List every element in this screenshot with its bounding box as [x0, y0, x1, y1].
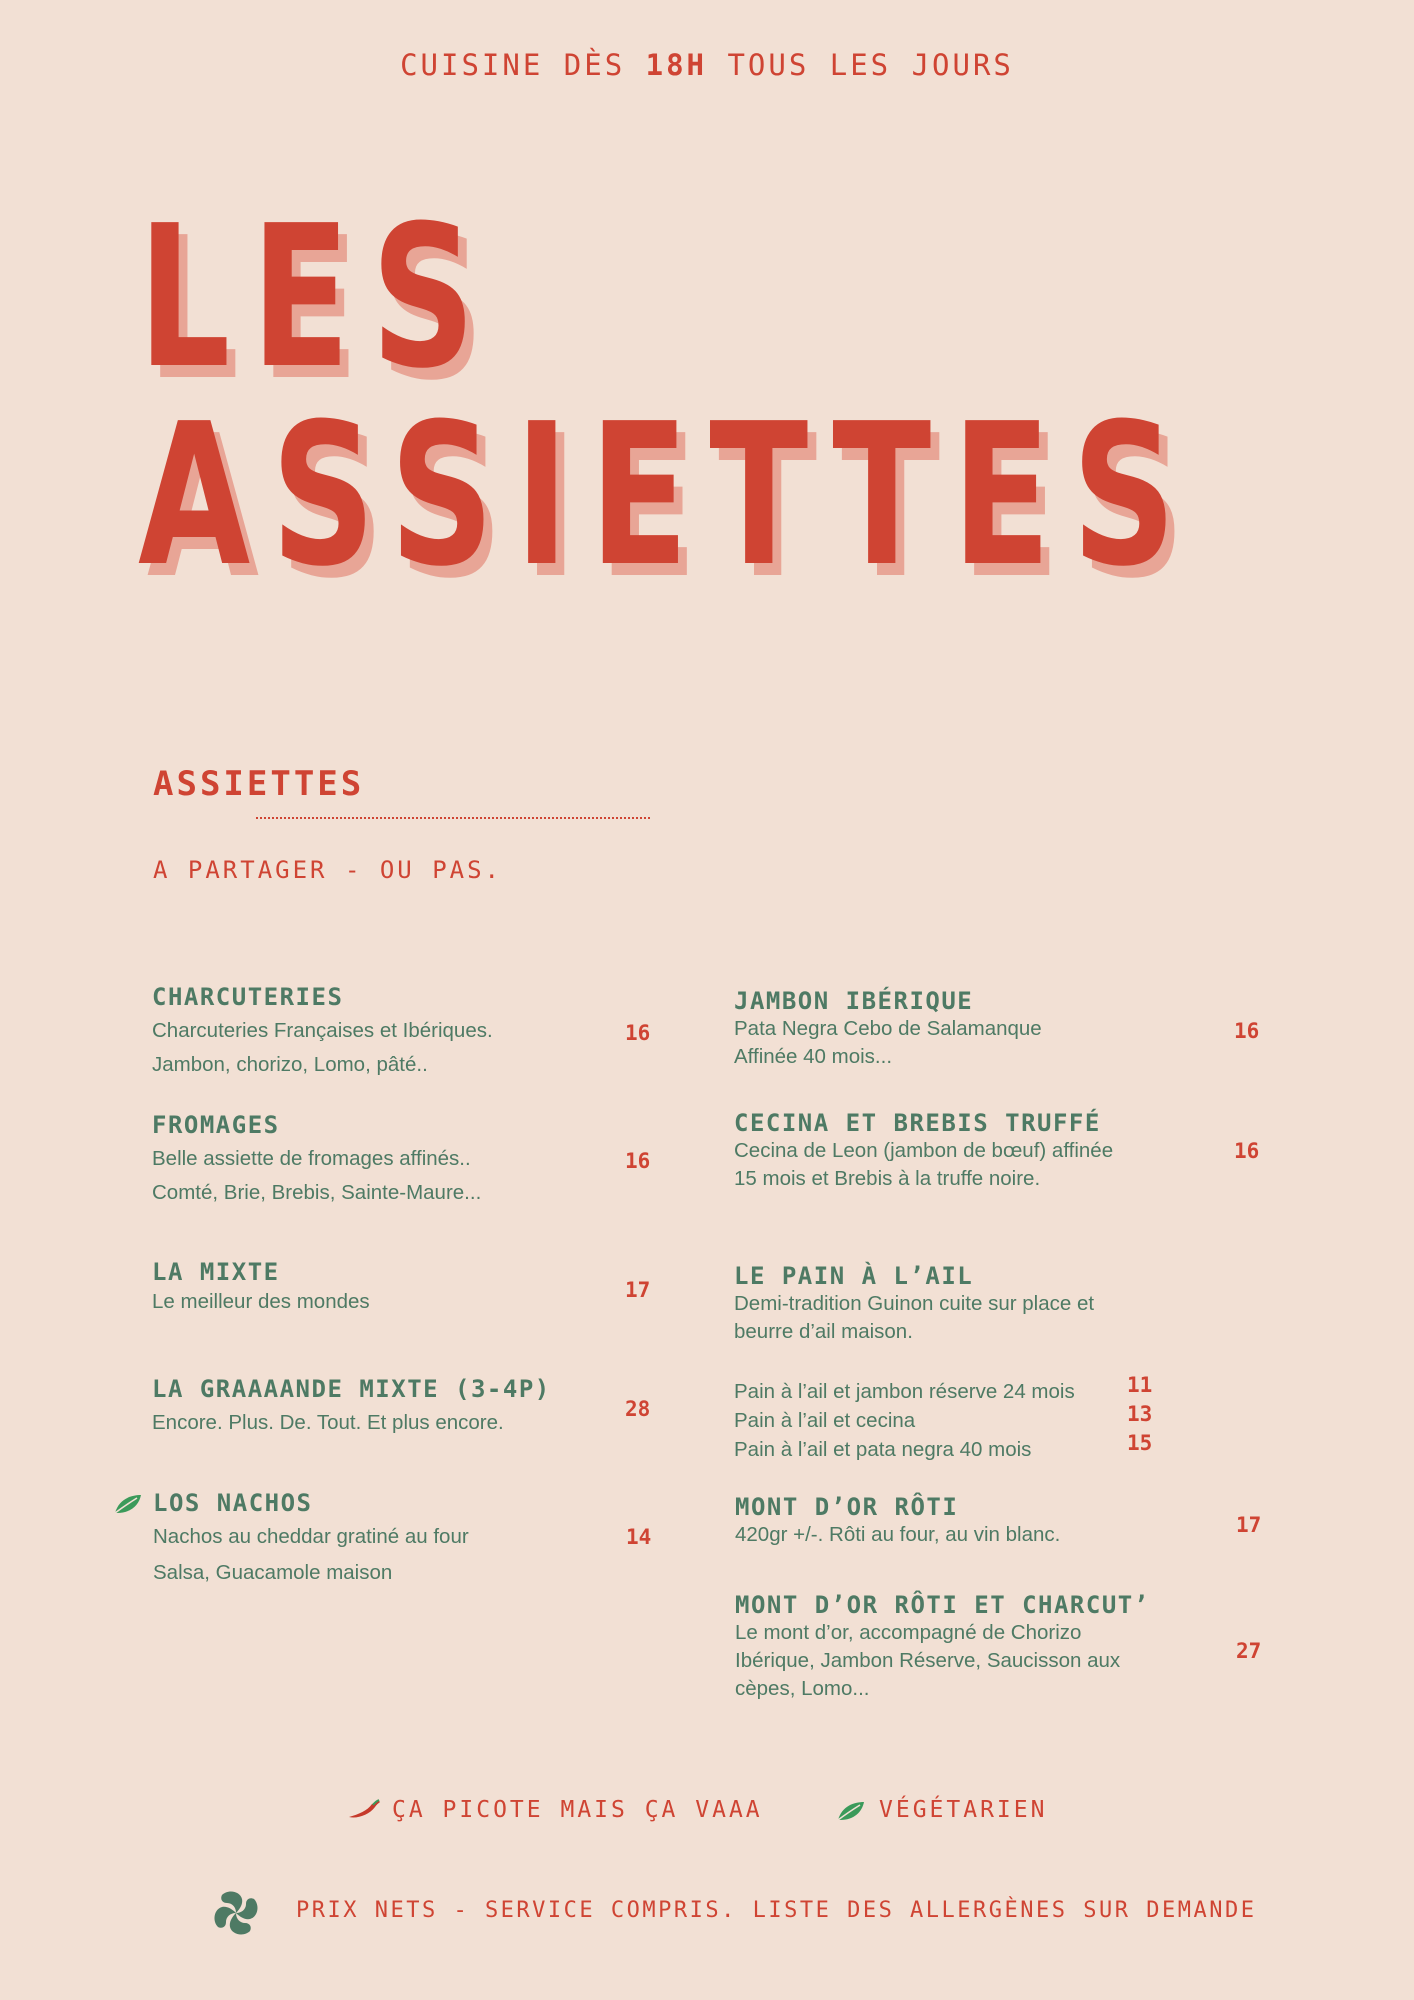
item-description: Le mont d’or, accompagné de Chorizo — [735, 1621, 1082, 1644]
section-subtitle: A PARTAGER - OU PAS. — [153, 856, 502, 884]
item-name: MONT D’OR RÔTI — [735, 1493, 959, 1521]
section-title: ASSIETTES — [153, 764, 365, 804]
item-price: 27 — [1236, 1639, 1262, 1663]
hero-title-line2: ASSIETTES — [138, 382, 1197, 610]
item-description: Salsa, Guacamole maison — [153, 1561, 393, 1584]
item-description: Le meilleur des mondes — [152, 1290, 370, 1313]
item-name: CHARCUTERIES — [152, 983, 344, 1011]
legend-spicy: ÇA PICOTE MAIS ÇA VAAA — [392, 1797, 763, 1823]
legend-vegetarian: VÉGÉTARIEN — [879, 1797, 1048, 1823]
pain-option-price: 15 — [1127, 1431, 1153, 1455]
footer-note: PRIX NETS - SERVICE COMPRIS. LISTE DES ALLERGÈNES SUR DEMANDE — [296, 1898, 1257, 1923]
item-price: 16 — [1234, 1019, 1260, 1043]
item-description: Demi-tradition Guinon cuite sur place et — [734, 1292, 1095, 1315]
item-description: cèpes, Lomo... — [735, 1677, 870, 1700]
item-price: 17 — [625, 1278, 651, 1302]
item-name: LOS NACHOS — [153, 1489, 313, 1517]
menu-item — [152, 983, 651, 1077]
menu-item — [152, 1258, 651, 1314]
item-name: LE PAIN À L’AIL — [734, 1262, 974, 1290]
item-name: JAMBON IBÉRIQUE — [734, 987, 974, 1015]
item-name: MONT D’OR RÔTI ET CHARCUT’ — [735, 1591, 1150, 1619]
service-hours: CUISINE DÈS 18H TOUS LES JOURS — [400, 48, 1014, 82]
menu-item — [734, 1262, 1094, 1344]
item-description: Cecina de Leon (jambon de bœuf) affinée — [734, 1139, 1114, 1162]
menu-item — [153, 1489, 652, 1585]
section-divider — [256, 817, 650, 819]
chili-icon — [347, 1799, 381, 1821]
item-description: Comté, Brie, Brebis, Sainte-Maure... — [152, 1181, 482, 1204]
item-price: 16 — [625, 1021, 651, 1045]
item-price: 28 — [625, 1397, 651, 1421]
menu-item — [734, 1109, 1260, 1191]
menu-item — [735, 1493, 1262, 1547]
item-description: Belle assiette de fromages affinés.. — [152, 1147, 471, 1170]
item-description: Jambon, chorizo, Lomo, pâté.. — [152, 1053, 428, 1076]
item-name: FROMAGES — [152, 1111, 280, 1139]
pain-option: Pain à l’ail et cecina — [734, 1409, 916, 1432]
hero-title-line1: LES — [138, 184, 497, 412]
item-description: Encore. Plus. De. Tout. Et plus encore. — [152, 1411, 504, 1434]
vegetarian-leaf-icon — [113, 1493, 143, 1515]
item-description: Pata Negra Cebo de Salamanque — [734, 1017, 1042, 1040]
pain-option-price: 11 — [1127, 1373, 1153, 1397]
item-description: Ibérique, Jambon Réserve, Saucisson aux — [735, 1649, 1121, 1672]
item-name: LA GRAAAANDE MIXTE (3-4P) — [152, 1375, 551, 1403]
item-name: LA MIXTE — [152, 1258, 280, 1286]
menu-item — [734, 987, 1260, 1069]
pain-option: Pain à l’ail et jambon réserve 24 mois — [734, 1380, 1075, 1403]
item-description: Nachos au cheddar gratiné au four — [153, 1525, 469, 1548]
leaf-icon — [836, 1800, 866, 1822]
menu-item — [152, 1111, 651, 1205]
item-price: 16 — [1234, 1139, 1260, 1163]
item-price: 16 — [625, 1149, 651, 1173]
item-price: 17 — [1236, 1513, 1262, 1537]
item-description: 15 mois et Brebis à la truffe noire. — [734, 1167, 1041, 1190]
pain-option-price: 13 — [1127, 1402, 1153, 1426]
menu-item — [735, 1591, 1262, 1701]
item-description: Charcuteries Françaises et Ibériques. — [152, 1019, 493, 1042]
basque-cross-icon — [210, 1887, 262, 1939]
menu-item — [152, 1375, 651, 1435]
item-price: 14 — [626, 1525, 652, 1549]
pain-option: Pain à l’ail et pata negra 40 mois — [734, 1438, 1032, 1461]
item-description: Affinée 40 mois... — [734, 1045, 893, 1068]
item-description: 420gr +/-. Rôti au four, au vin blanc. — [735, 1523, 1061, 1546]
item-name: CECINA ET BREBIS TRUFFÉ — [734, 1109, 1101, 1137]
item-description: beurre d’ail maison. — [734, 1320, 913, 1343]
pain-options-list — [734, 1373, 1153, 1464]
